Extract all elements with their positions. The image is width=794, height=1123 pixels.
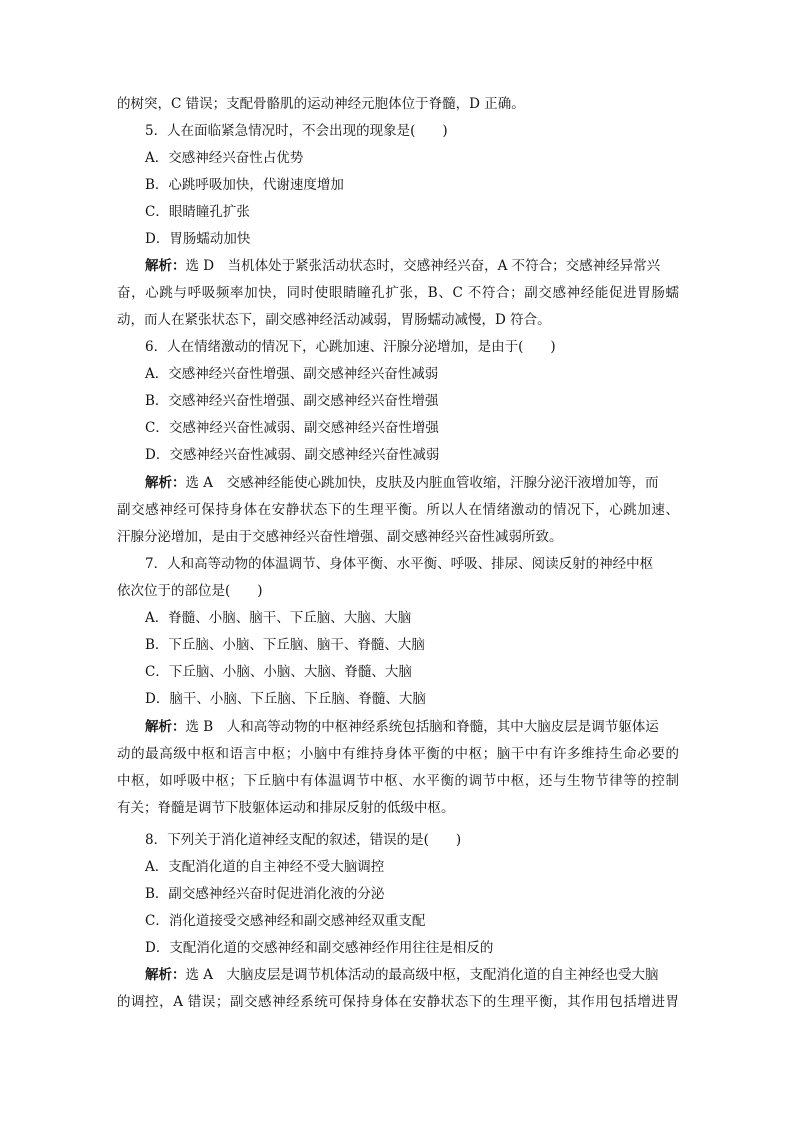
question-8-option-d: D．支配消化道的交感神经和副交感神经作用往往是相反的 xyxy=(145,940,494,956)
analysis-text: 选 D 当机体处于紧张活动状态时，交感神经兴奋，A 不符合；交感神经异常兴 xyxy=(185,258,661,274)
question-5-analysis-line-3: 动，而人在紧张状态下，副交感神经活动减弱，胃肠蠕动减慢，D 符合。 xyxy=(117,312,551,328)
question-5-analysis-line-2: 奋，心跳与呼吸频率加快，同时使眼睛瞳孔扩张，B、C 不符合；副交感神经能促进胃肠蠕 xyxy=(117,285,679,301)
question-7-option-d: D．脑干、小脑、下丘脑、下丘脑、脊髓、大脑 xyxy=(145,691,426,707)
question-8-option-a: A．支配消化道的自主神经不受大脑调控 xyxy=(145,859,385,875)
question-7-stem-line-1: 7．人和高等动物的体温调节、身体平衡、水平衡、呼吸、排尿、阅读反射的神经中枢 xyxy=(145,556,654,572)
question-7-analysis-line-3: 中枢，如呼吸中枢；下丘脑中有体温调节中枢、水平衡的调节中枢，还与生物节律等的控制 xyxy=(117,773,679,789)
question-5-option-c: C．眼睛瞳孔扩张 xyxy=(145,204,250,220)
intro-line: 的树突，C 错误；支配骨骼肌的运动神经元胞体位于脊髓，D 正确。 xyxy=(117,96,525,112)
question-6-stem: 6．人在情绪激动的情况下，心跳加速、汗腺分泌增加，是由于( ) xyxy=(145,339,556,355)
question-7-stem-line-2: 依次位于的部位是( ) xyxy=(117,583,263,599)
analysis-label: 解析： xyxy=(145,258,186,274)
question-7-option-b: B．下丘脑、小脑、下丘脑、脑干、脊髓、大脑 xyxy=(145,637,425,653)
question-8-stem: 8．下列关于消化道神经支配的叙述，错误的是( ) xyxy=(145,832,462,848)
question-5-option-d: D．胃肠蠕动加快 xyxy=(145,231,251,247)
question-7-analysis-line-1 xyxy=(145,717,679,737)
question-8-option-b: B．副交感神经兴奋时促进消化液的分泌 xyxy=(145,886,385,902)
question-6-option-d: D．交感神经兴奋性减弱、副交感神经兴奋性减弱 xyxy=(145,447,440,463)
question-8-analysis-line-2: 的调控，A 错误；副交感神经系统可保持身体在安静状态下的生理平衡，其作用包括增进胃 xyxy=(117,994,679,1010)
analysis-text: 选 B 人和高等动物的中枢神经系统包括脑和脊髓，其中大脑皮层是调节躯体运 xyxy=(185,719,659,735)
analysis-label: 解析： xyxy=(145,719,186,735)
question-5-analysis-line-1 xyxy=(145,256,679,276)
question-5-option-b: B．心跳呼吸加快，代谢速度增加 xyxy=(145,177,344,193)
question-6-analysis-line-3: 汗腺分泌增加，是由于交感神经兴奋性增强、副交感神经兴奋性减弱所致。 xyxy=(117,529,563,545)
analysis-label: 解析： xyxy=(145,475,186,491)
analysis-label: 解析： xyxy=(145,967,186,983)
question-6-analysis-line-2: 副交感神经可保持身体在安静状态下的生理平衡。所以人在情绪激动的情况下，心跳加速、 xyxy=(117,502,679,518)
question-7-option-a: A．脊髓、小脑、脑干、下丘脑、大脑、大脑 xyxy=(145,610,412,626)
question-7-analysis-line-2: 动的最高级中枢和语言中枢；小脑中有维持身体平衡的中枢；脑干中有许多维持生命必要的 xyxy=(117,746,679,762)
question-6-option-c: C．交感神经兴奋性减弱、副交感神经兴奋性增强 xyxy=(145,420,439,436)
question-7-analysis-line-4: 有关；脊髓是调节下肢躯体运动和排尿反射的低级中枢。 xyxy=(117,800,455,816)
question-6-option-a: A．交感神经兴奋性增强、副交感神经兴奋性减弱 xyxy=(145,366,439,382)
question-6-option-b: B．交感神经兴奋性增强、副交感神经兴奋性增强 xyxy=(145,393,439,409)
question-6-analysis-line-1 xyxy=(145,473,679,493)
question-5-option-a: A．交感神经兴奋性占优势 xyxy=(145,150,304,166)
analysis-text: 选 A 交感神经能使心跳加快，皮肤及内脏血管收缩，汗腺分泌汗液增加等，而 xyxy=(185,475,659,491)
analysis-text: 选 A 大脑皮层是调节机体活动的最高级中枢，支配消化道的自主神经也受大脑 xyxy=(185,967,659,983)
question-8-option-c: C．消化道接受交感神经和副交感神经双重支配 xyxy=(145,913,426,929)
question-8-analysis-line-1 xyxy=(145,965,679,985)
question-7-option-c: C．下丘脑、小脑、小脑、大脑、脊髓、大脑 xyxy=(145,664,412,680)
question-5-stem: 5．人在面临紧急情况时，不会出现的现象是( ) xyxy=(145,123,448,139)
